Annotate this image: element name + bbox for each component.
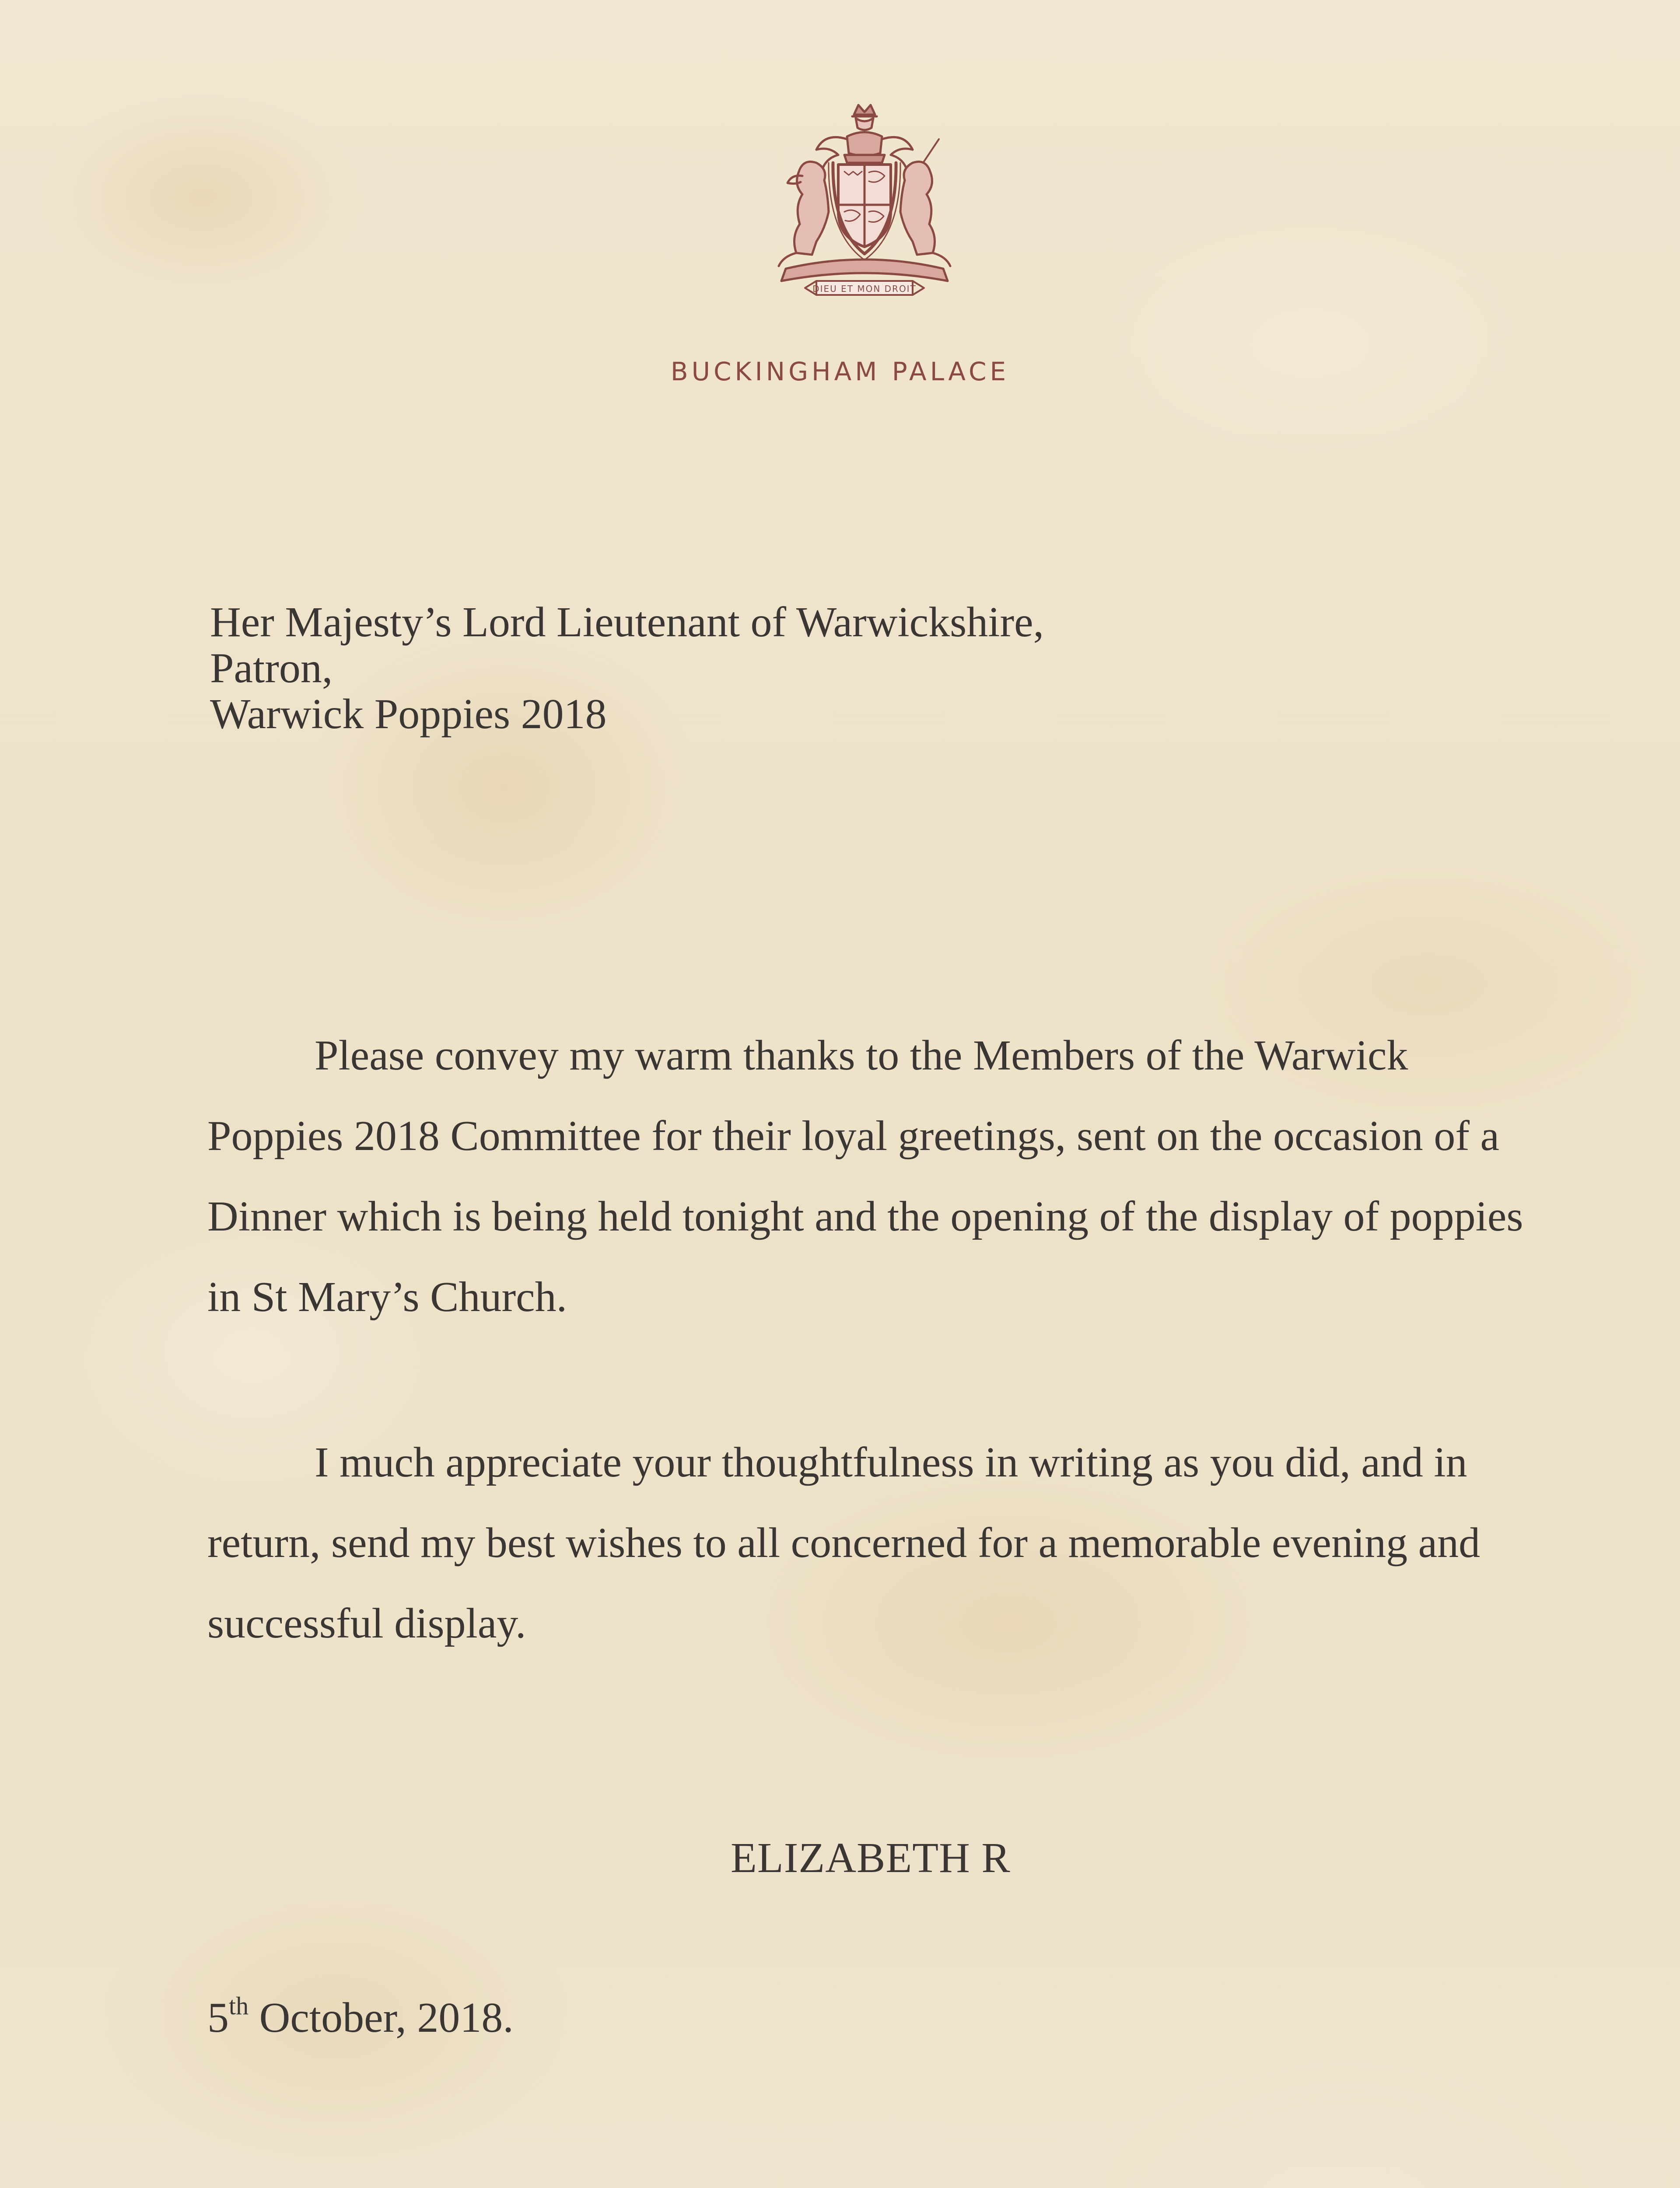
recipient-line-role: Patron, bbox=[210, 644, 333, 692]
letter-date bbox=[207, 1993, 514, 2042]
body-paragraph-1: Please convey my warm thanks to the Members of the Warwick Poppies 2018 Committee for their loyal greetings, sent on the occasion of a Dinner which is being held tonight and the opening of the display of poppies in St Mary’s Church. bbox=[207, 1032, 1523, 1321]
letterhead-address: BUCKINGHAM PALACE bbox=[670, 357, 1010, 386]
signature: ELIZABETH R bbox=[731, 1834, 1011, 1882]
date-month-year: October, 2018. bbox=[248, 1994, 514, 2041]
royal-coat-of-arms-icon bbox=[751, 97, 978, 312]
recipient-line-title: Her Majesty’s Lord Lieutenant of Warwickshire, bbox=[210, 599, 1044, 646]
recipient-block bbox=[210, 600, 1044, 737]
date-day: 5 bbox=[207, 1994, 229, 2041]
body-paragraph-2: I much appreciate your thoughtfulness in writing as you did, and in return, send my best wishes to all concerned for a memorable evening and successful display. bbox=[207, 1439, 1480, 1647]
date-day-suffix: th bbox=[229, 1992, 249, 2020]
crest-motto: DIEU ET MON DROIT bbox=[812, 284, 917, 294]
recipient-line-organisation: Warwick Poppies 2018 bbox=[210, 690, 607, 738]
